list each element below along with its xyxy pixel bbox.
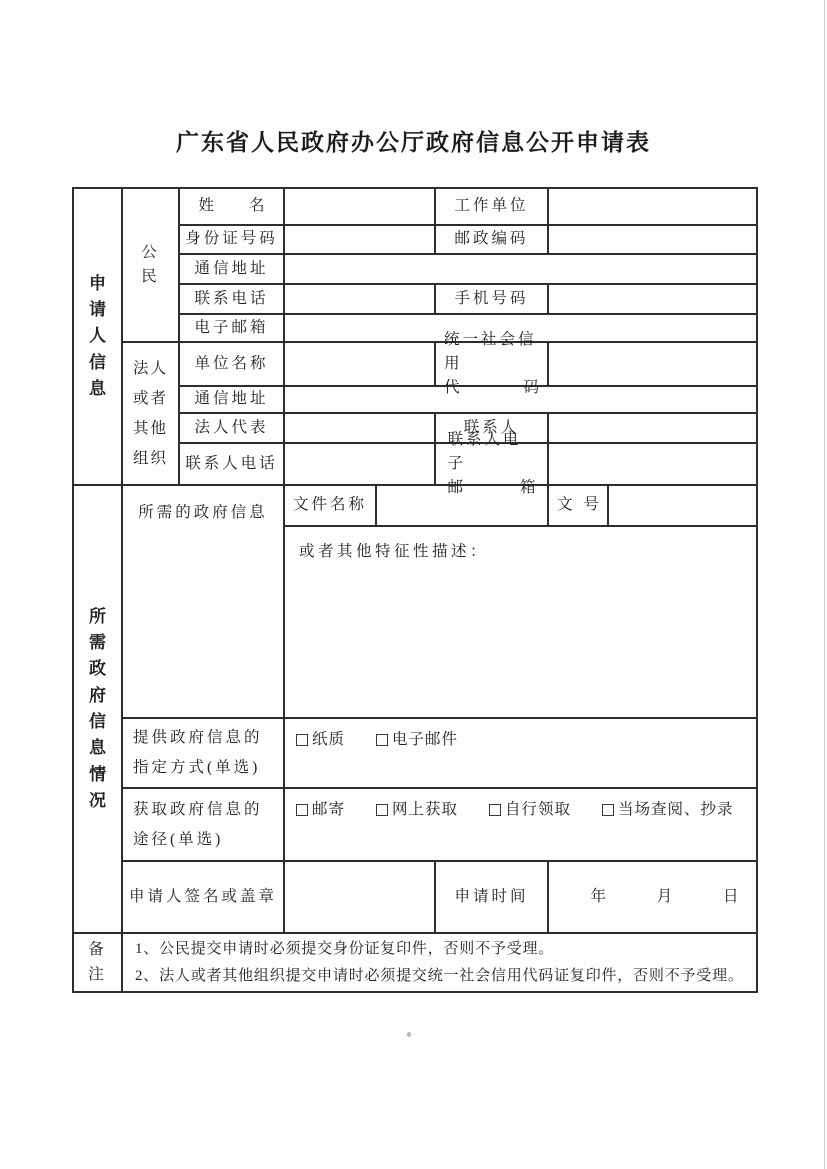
application-form-table (72, 187, 758, 993)
citizen-address-label: 通信地址 (180, 255, 285, 285)
doc-number-label: 文号 (549, 486, 609, 527)
signature-label: 申请人签名或盖章 (123, 862, 285, 934)
credit-code-input-cell (549, 343, 756, 387)
notes-label (74, 934, 123, 991)
work-unit-input-cell (549, 189, 756, 226)
postal-code-input-cell (549, 226, 756, 255)
representative-label: 法人代表 (180, 414, 285, 444)
work-unit-label: 工作单位 (436, 189, 549, 226)
citizen-group-text: 公 民 (141, 243, 160, 285)
apply-date-cell: 年月日 (549, 862, 756, 934)
delivery-method-label: 提供政府信息的指定方式(单选) (123, 719, 285, 789)
mobile-label: 手机号码 (436, 285, 549, 315)
delivery-options-cell (285, 719, 756, 789)
credit-code-label: 统一社会信用 代码 (436, 343, 549, 387)
checkbox-online-option: 网上获取 (376, 798, 458, 822)
phone-label: 联系电话 (180, 285, 285, 315)
scan-edge-shadow (824, 0, 825, 1169)
signature-input-cell (285, 862, 436, 934)
organization-group-label: 法人或者其他组织 (123, 343, 180, 486)
phone-input-cell (285, 285, 436, 315)
org-address-input-cell (285, 387, 756, 414)
checkbox-icon (376, 734, 388, 746)
applicant-section-label (74, 189, 123, 486)
id-number-input-cell (285, 226, 436, 255)
scan-speck (407, 1032, 411, 1037)
contact-phone-input-cell (285, 444, 436, 486)
email-label: 电子邮箱 (180, 315, 285, 343)
contact-phone-label: 联系人电话 (180, 444, 285, 486)
checkbox-icon (602, 804, 614, 816)
unit-name-input-cell (285, 343, 436, 387)
citizen-address-input-cell (285, 255, 756, 285)
name-input-cell (285, 189, 436, 226)
id-number-label: 身份证号码 (180, 226, 285, 255)
obtain-options-cell (285, 789, 756, 862)
mobile-input-cell (549, 285, 756, 315)
representative-input-cell (285, 414, 436, 444)
name-label: 姓名 (180, 189, 285, 226)
org-address-label: 通信地址 (180, 387, 285, 414)
description-cell: 或者其他特征性描述： (285, 527, 756, 719)
notes-cell (123, 934, 756, 991)
contact-email-label: 联系人电子 邮箱 (436, 444, 549, 486)
apply-time-label: 申请时间 (436, 862, 549, 934)
unit-name-label: 单位名称 (180, 343, 285, 387)
doc-number-input-cell (609, 486, 756, 527)
request-section-label (74, 486, 123, 934)
file-name-label: 文件名称 (285, 486, 377, 527)
file-name-input-cell (377, 486, 549, 527)
checkbox-icon (296, 804, 308, 816)
applicant-section-text: 申 请 人 信 息 (89, 273, 106, 399)
needed-info-label: 所需的政府信息 (123, 486, 285, 719)
contact-email-input-cell (549, 444, 756, 486)
checkbox-onsite-option: 当场查阅、抄录 (602, 798, 734, 822)
notes-label-text: 备 注 (88, 941, 107, 983)
citizen-group-label (123, 189, 180, 343)
checkbox-email-option: 电子邮件 (376, 728, 458, 752)
checkbox-icon (296, 734, 308, 746)
checkbox-paper-option: 纸质 (296, 728, 345, 752)
note-item-2: 2、法人或者其他组织提交申请时必须提交统一社会信用代码证复印件，否则不予受理。 (135, 967, 744, 984)
checkbox-pickup-option: 自行领取 (489, 798, 571, 822)
checkbox-mail-option: 邮寄 (296, 798, 345, 822)
note-item-1: 1、公民提交申请时必须提交身份证复印件，否则不予受理。 (135, 941, 555, 957)
postal-code-label: 邮政编码 (436, 226, 549, 255)
obtain-way-label: 获取政府信息的途径(单选) (123, 789, 285, 862)
contact-input-cell (549, 414, 756, 444)
checkbox-icon (376, 804, 388, 816)
checkbox-icon (489, 804, 501, 816)
request-section-text: 所 需 政 府 信 息 情 况 (89, 606, 106, 811)
form-title: 广东省人民政府办公厅政府信息公开申请表 (176, 130, 651, 155)
contact-label: 联系人 (436, 414, 549, 444)
